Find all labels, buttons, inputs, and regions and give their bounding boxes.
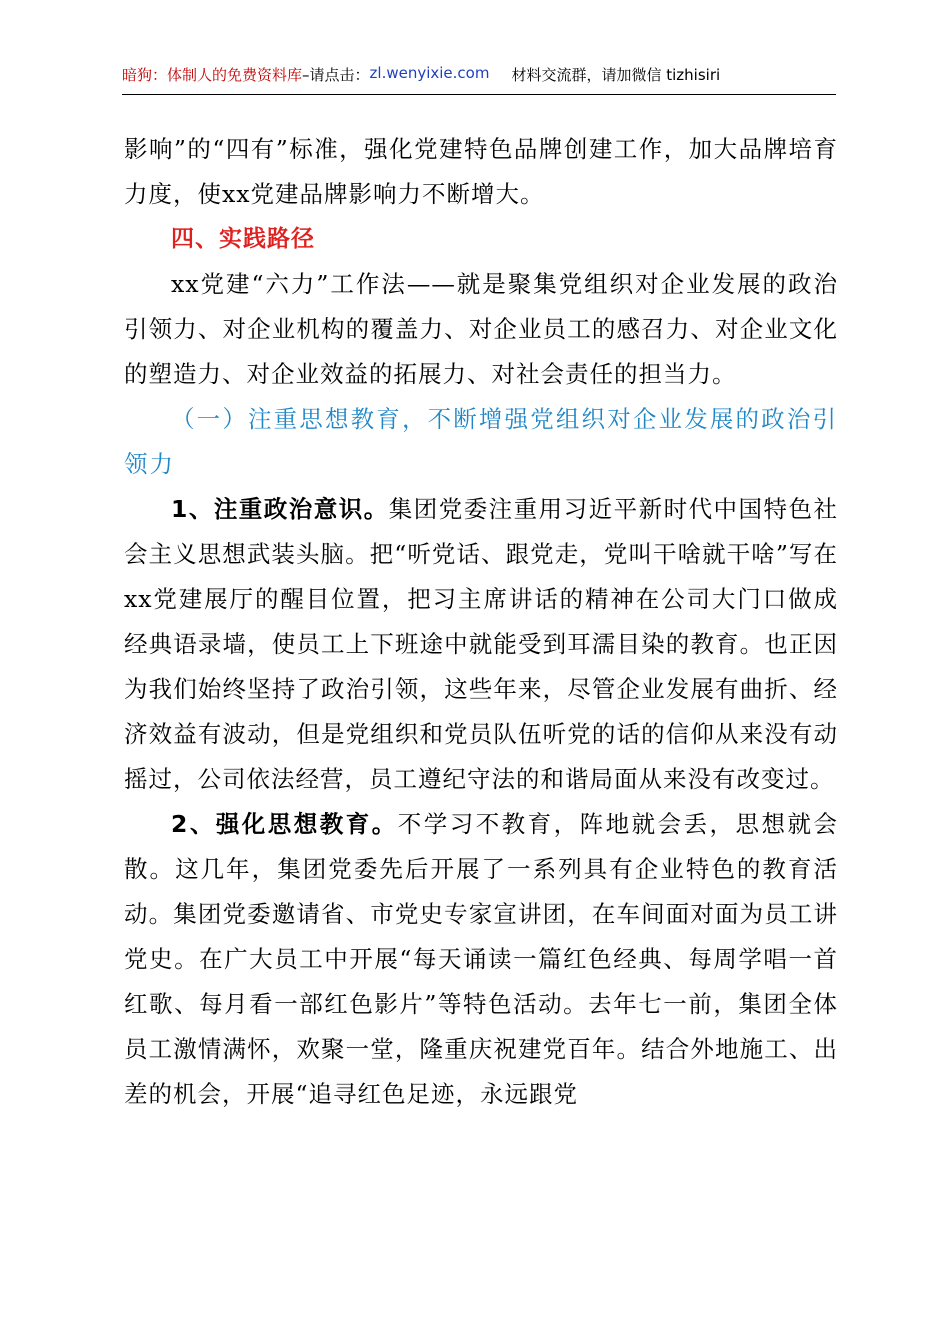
section-heading-practice-path: 四、实践路径 bbox=[171, 226, 315, 252]
paragraph-item-2 bbox=[124, 802, 838, 1117]
header-wechat-note: 材料交流群，请加微信 tizhisiri bbox=[511, 66, 721, 84]
item-1-text: 集团党委注重用习近平新时代中国特色社会主义思想武装头脑。把“听党话、跟党走，党叫干啥就干啥”写在xx党建展厅的醒目位置，把习主席讲话的精神在公司大门口做成经典语录墙，使员工上下班途中就能受到耳濡目染的教育。也正因为我们始终坚持了政治引领，这些年来，尽管企业发展有曲折、经济效益有波动，但是党组织和党员队伍听党的话的信仰从来没有动摇过，公司依法经营，员工遵纪守法的和谐局面从来没有改变过。 bbox=[124, 495, 838, 793]
header-click-prompt: –请点击： bbox=[302, 66, 370, 84]
paragraph-six-forces: xx党建“六力”工作法——就是聚集党组织对企业发展的政治引领力、对企业机构的覆盖力、对企业员工的感召力、对企业文化的塑造力、对企业效益的拓展力、对社会责任的担当力。 bbox=[124, 270, 838, 388]
document-body bbox=[124, 127, 838, 1117]
header-site-name: 暗狗：体制人的免费资料库 bbox=[122, 66, 303, 84]
item-2-text: 不学习不教育，阵地就会丢，思想就会散。这几年，集团党委先后开展了一系列具有企业特色的教育活动。集团党委邀请省、市党史专家宣讲团，在车间面对面为员工讲党史。在广大员工中开展“每天诵读一篇红色经典、每周学唱一首红歌、每月看一部红色影片”等特色活动。去年七一前，集团全体员工激情满怀，欢聚一堂，隆重庆祝建党百年。结合外地施工、出差的机会，开展“追寻红色足迹，永远跟党 bbox=[124, 810, 839, 1108]
item-1-title: 1、注重政治意识。 bbox=[171, 495, 389, 523]
paragraph-continuation: 影响”的“四有”标准，强化党建特色品牌创建工作，加大品牌培育力度，使xx党建品牌影响力不断增大。 bbox=[124, 135, 838, 208]
page-header bbox=[122, 64, 836, 95]
item-2-title: 2、强化思想教育。 bbox=[171, 810, 398, 838]
paragraph-item-1 bbox=[124, 487, 838, 802]
header-link[interactable]: zl.wenyixie.com bbox=[369, 64, 490, 82]
subsection-heading-ideological-education: （一）注重思想教育，不断增强党组织对企业发展的政治引领力 bbox=[124, 405, 838, 478]
